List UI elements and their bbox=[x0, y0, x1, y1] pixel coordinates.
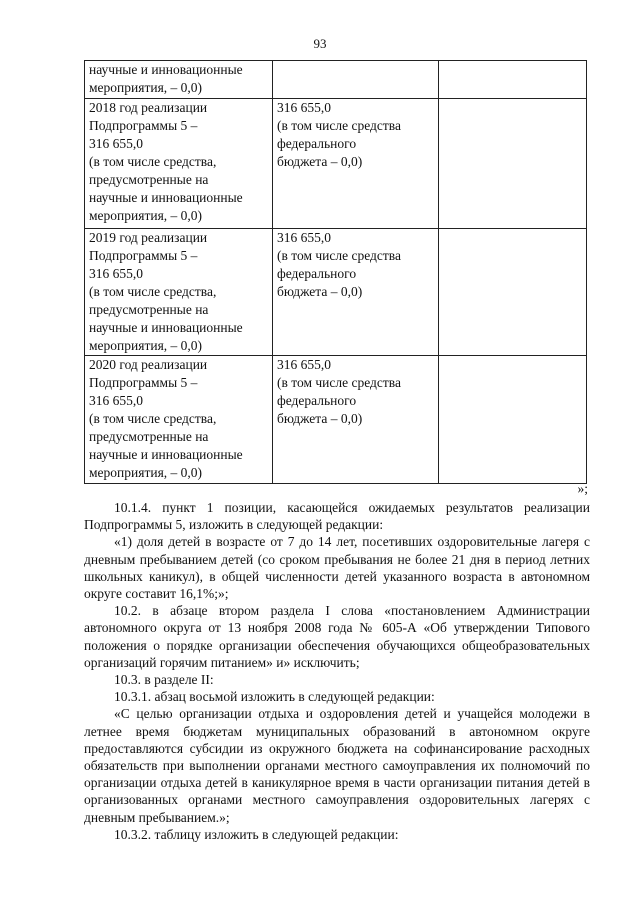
paragraph-10-1-4: 10.1.4. пункт 1 позиции, касающейся ожидаемых результатов реализации Подпрограммы 5, изложить в следующей редакции: bbox=[84, 500, 590, 533]
table-row bbox=[85, 99, 587, 229]
funding-table bbox=[84, 60, 587, 484]
table-cell-empty bbox=[439, 61, 587, 99]
table-row bbox=[85, 61, 587, 99]
table-row bbox=[85, 229, 587, 356]
table-cell-empty bbox=[439, 229, 587, 356]
closing-quote: »; bbox=[577, 481, 588, 496]
table-cell-amount: 316 655,0 (в том числе средства федерального бюджета – 0,0) bbox=[273, 99, 439, 229]
paragraph-10-2: 10.2. в абзаце втором раздела I слова «постановлением Администрации автономного округа от 13 ноября 2008 года № 605-А «Об утверждении Типового положения о порядке организации обеспечения обучающихся общеобразовательных организаций горячим питанием» и» исключить; bbox=[84, 603, 590, 670]
body-text bbox=[84, 499, 590, 843]
paragraph-quote-section: «С целью организации отдыха и оздоровления детей и учащейся молодежи в летнее время бюджетам муниципальных образований в автономном округе предоставляются субсидии из окружного бюджета на софинансирование расходных обязательств при выполнении органами местного самоуправления их полномочий по организации отдыха детей в каникулярное время в части организации питания детей в организованных органами местного самоуправления оздоровительных лагерях с дневным пребыванием.»; bbox=[84, 706, 590, 825]
table-cell-period: 2019 год реализации Подпрограммы 5 – 316 655,0 (в том числе средства, предусмотренные на научные и инновационные мероприятия, – 0,0) bbox=[85, 229, 273, 356]
table-cell-amount: 316 655,0 (в том числе средства федерального бюджета – 0,0) bbox=[273, 356, 439, 484]
paragraph-10-3-2: 10.3.2. таблицу изложить в следующей редакции: bbox=[114, 826, 399, 842]
table-cell-period: научные и инновационные мероприятия, – 0,0) bbox=[85, 61, 273, 99]
table-cell-empty bbox=[439, 99, 587, 229]
table-cell-period: 2020 год реализации Подпрограммы 5 – 316 655,0 (в том числе средства, предусмотренные на научные и инновационные мероприятия, – 0,0) bbox=[85, 356, 273, 484]
paragraph-10-3: 10.3. в разделе II: bbox=[114, 672, 214, 688]
table-cell-amount bbox=[273, 61, 439, 99]
table-cell-period: 2018 год реализации Подпрограммы 5 – 316 655,0 (в том числе средства, предусмотренные на научные и инновационные мероприятия, – 0,0) bbox=[85, 99, 273, 229]
table-row bbox=[85, 356, 587, 484]
paragraph-10-3-1: 10.3.1. абзац восьмой изложить в следующей редакции: bbox=[114, 689, 435, 705]
table-cell-amount: 316 655,0 (в том числе средства федерального бюджета – 0,0) bbox=[273, 229, 439, 356]
table-cell-empty bbox=[439, 356, 587, 484]
page-number: 93 bbox=[313, 36, 327, 51]
paragraph-quote-item-1: «1) доля детей в возрасте от 7 до 14 лет, посетивших оздоровительные лагеря с дневным пребыванием детей (со сроком пребывания не более 21 дня в период летних школьных каникул), в общей численности детей указанного возраста в автономном округе составит 16,1%;»; bbox=[84, 534, 590, 602]
